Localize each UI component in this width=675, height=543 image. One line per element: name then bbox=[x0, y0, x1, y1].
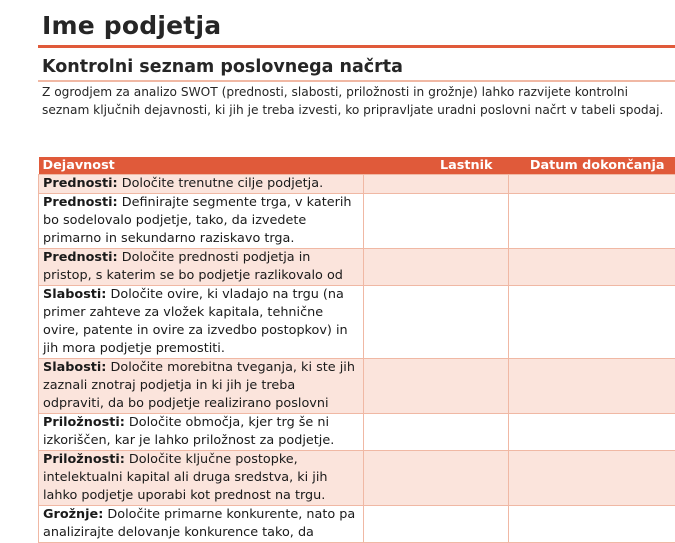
owner-cell[interactable] bbox=[364, 175, 509, 194]
section-divider bbox=[38, 80, 675, 82]
date-cell[interactable] bbox=[509, 194, 675, 249]
activity-category: Prednosti: bbox=[43, 176, 118, 191]
activity-cell[interactable] bbox=[39, 249, 364, 286]
owner-cell[interactable] bbox=[364, 359, 509, 414]
activity-text: Definirajte segmente trga, v katerih bo sodelovalo podjetje, tako, da izvedete primarno in sekundarno raziskavo trga. bbox=[43, 195, 352, 246]
table-header-row bbox=[39, 157, 675, 175]
activity-text: Določite primarne konkurente, nato pa analizirajte delovanje konkurence tako, da bbox=[43, 507, 355, 540]
table-row bbox=[39, 451, 675, 506]
owner-cell[interactable] bbox=[364, 506, 509, 543]
column-header-activity: Dejavnost bbox=[39, 157, 364, 175]
activity-category: Slabosti: bbox=[43, 360, 106, 375]
table-row bbox=[39, 175, 675, 194]
checklist-table bbox=[38, 157, 675, 543]
activity-cell[interactable] bbox=[39, 451, 364, 506]
owner-cell[interactable] bbox=[364, 451, 509, 506]
activity-category: Slabosti: bbox=[43, 287, 106, 302]
activity-text: Določite prednosti podjetja in pristop, s katerim se bo podjetje razlikovalo od bbox=[43, 250, 343, 283]
activity-cell[interactable] bbox=[39, 414, 364, 451]
activity-cell[interactable] bbox=[39, 506, 364, 543]
table-row bbox=[39, 414, 675, 451]
owner-cell[interactable] bbox=[364, 414, 509, 451]
activity-category: Priložnosti: bbox=[43, 415, 125, 430]
activity-wrap bbox=[43, 249, 359, 285]
activity-cell[interactable] bbox=[39, 175, 364, 194]
activity-text: Določite trenutne cilje podjetja. bbox=[118, 176, 323, 191]
section-title: Kontrolni seznam poslovnega načrta bbox=[42, 57, 403, 77]
table-row bbox=[39, 506, 675, 543]
table-row bbox=[39, 359, 675, 414]
activity-cell[interactable] bbox=[39, 359, 364, 414]
date-cell[interactable] bbox=[509, 414, 675, 451]
date-cell[interactable] bbox=[509, 175, 675, 194]
column-header-completion-date: Datum dokončanja bbox=[509, 157, 675, 175]
intro-paragraph: Z ogrodjem za analizo SWOT (prednosti, slabosti, priložnosti in grožnje) lahko razvijete kontrolni seznam ključnih dejavnosti, ki jih je treba izvesti, ko pripravljate uradni poslovni načrt v tabeli spodaj. bbox=[42, 83, 667, 119]
activity-cell[interactable] bbox=[39, 194, 364, 249]
title-divider bbox=[38, 45, 675, 48]
activity-text: Določite morebitna tveganja, ki ste jih zaznali znotraj podjetja in ki jih je treba odpraviti, da bo podjetje realizirano poslovni bbox=[43, 360, 355, 411]
date-cell[interactable] bbox=[509, 506, 675, 543]
activity-text: Določite ključne postopke, intelektualni kapital ali druga sredstva, ki jih lahko podjetje uporabi kot prednost na trgu. bbox=[43, 452, 328, 503]
date-cell[interactable] bbox=[509, 249, 675, 286]
date-cell[interactable] bbox=[509, 359, 675, 414]
table-row bbox=[39, 194, 675, 249]
activity-category: Prednosti: bbox=[43, 250, 118, 265]
table-row bbox=[39, 249, 675, 286]
activity-category: Priložnosti: bbox=[43, 452, 125, 467]
activity-category: Grožnje: bbox=[43, 507, 103, 522]
activity-category: Prednosti: bbox=[43, 195, 118, 210]
owner-cell[interactable] bbox=[364, 286, 509, 359]
date-cell[interactable] bbox=[509, 451, 675, 506]
owner-cell[interactable] bbox=[364, 194, 509, 249]
date-cell[interactable] bbox=[509, 286, 675, 359]
activity-text: Določite ovire, ki vladajo na trgu (na primer zahteve za vložek kapitala, tehnične ovire, patente in ovire za izvedbo postopkov) in jih mora podjetje premostiti. bbox=[43, 287, 348, 356]
activity-cell[interactable] bbox=[39, 286, 364, 359]
owner-cell[interactable] bbox=[364, 249, 509, 286]
column-header-owner: Lastnik bbox=[364, 157, 509, 175]
company-name: Ime podjetja bbox=[42, 11, 221, 40]
activity-wrap bbox=[43, 359, 359, 413]
activity-text: Določite območja, kjer trg še ni izkoriščen, kar je lahko priložnost za podjetje. bbox=[43, 415, 334, 448]
table-row bbox=[39, 286, 675, 359]
